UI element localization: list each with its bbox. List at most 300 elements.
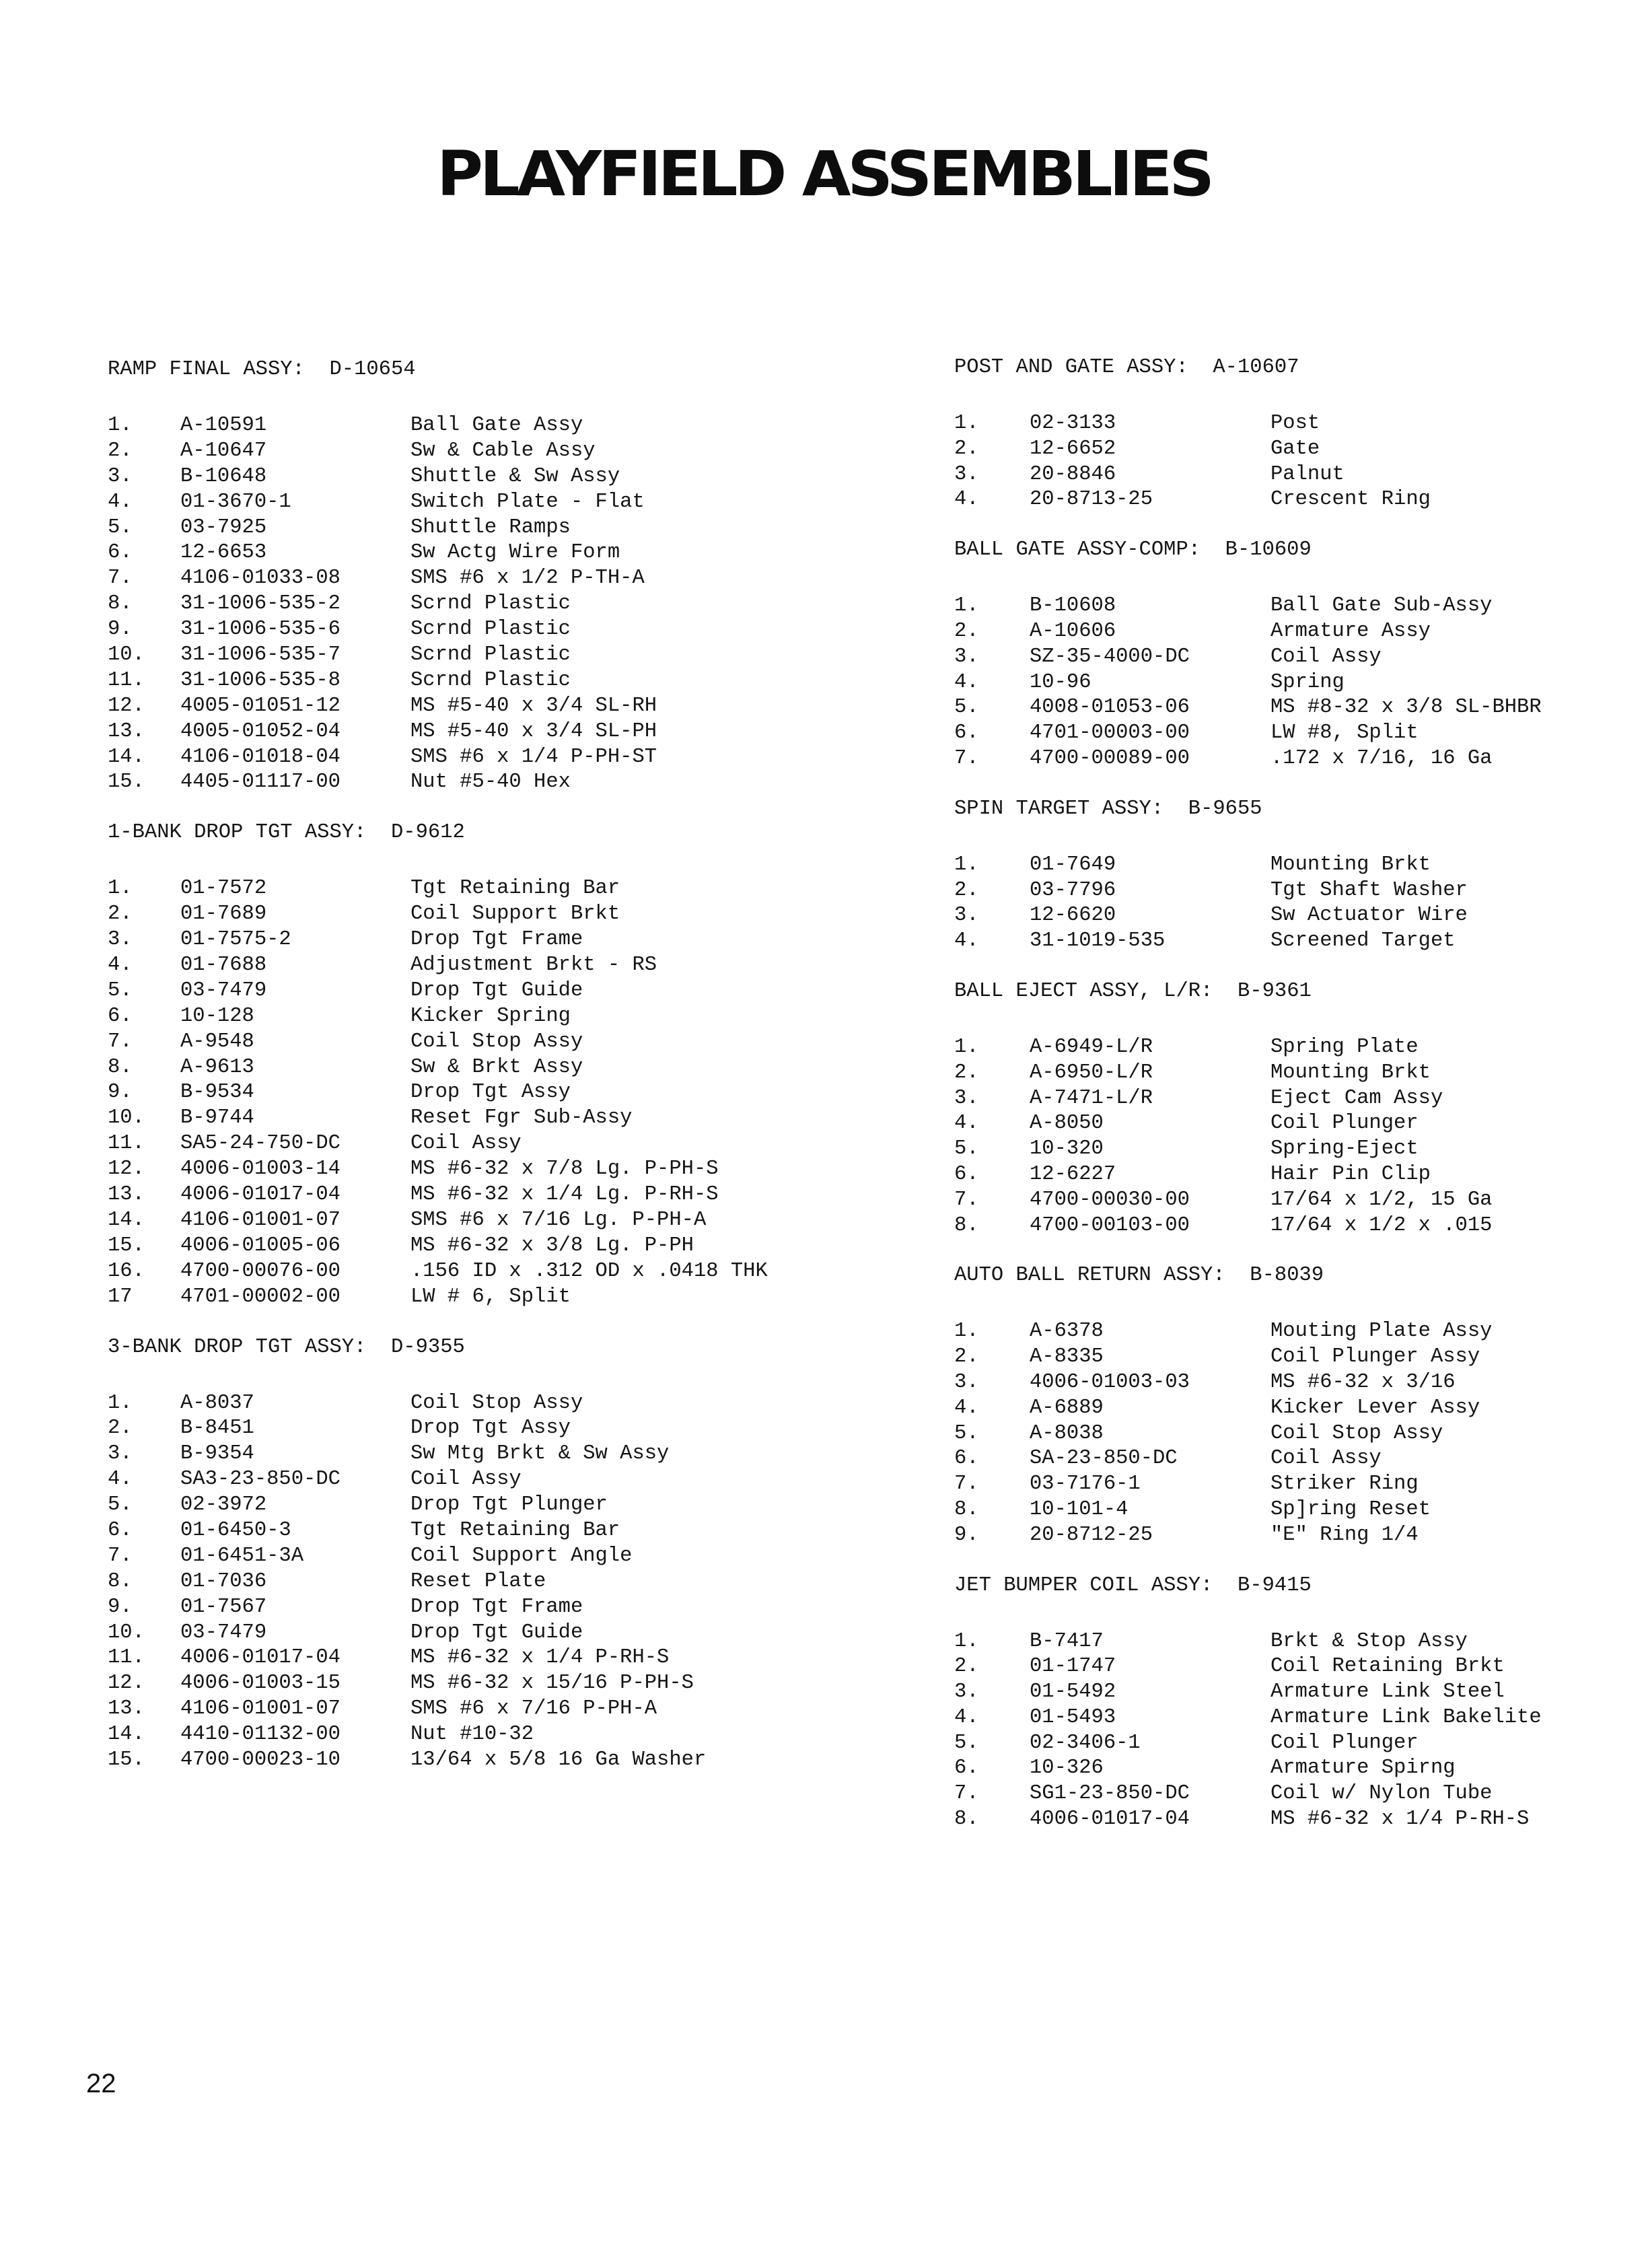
part-description: Sw Mtg Brkt & Sw Assy: [410, 1442, 670, 1466]
parts-row: [954, 645, 1600, 670]
part-number: A-10606: [1030, 619, 1116, 643]
section-label: 3-BANK DROP TGT ASSY:: [108, 1335, 367, 1359]
parts-row: [108, 1004, 882, 1030]
part-description: Drop Tgt Frame: [410, 928, 583, 952]
item-number: 3.: [108, 1442, 133, 1466]
parts-row: [108, 1467, 882, 1493]
parts-row: [108, 643, 882, 668]
part-number: 02-3972: [180, 1493, 267, 1517]
part-description: Sp]ring Reset: [1270, 1497, 1431, 1521]
part-number: A-6889: [1030, 1396, 1104, 1419]
parts-row: [108, 979, 882, 1004]
part-description: MS #6-32 x 7/8 Lg. P-PH-S: [410, 1158, 719, 1181]
item-number: 3.: [108, 464, 133, 488]
part-number: 20-8846: [1030, 462, 1116, 486]
part-description: Coil Retaining Brkt: [1270, 1655, 1505, 1678]
item-number: 14.: [108, 745, 145, 769]
part-description: Coil Support Angle: [410, 1544, 633, 1567]
assembly-section: [954, 979, 1600, 1238]
section-part-number: D-9355: [390, 1335, 465, 1359]
parts-list: [954, 411, 1600, 513]
item-number: 11.: [108, 1132, 145, 1156]
parts-list: [954, 1319, 1600, 1548]
parts-row: [954, 1756, 1600, 1781]
part-number: A-8335: [1030, 1345, 1104, 1369]
section-title: [954, 796, 1600, 822]
part-number: 31-1006-535-6: [180, 618, 341, 641]
item-number: 1.: [108, 877, 133, 900]
item-number: 5.: [954, 696, 979, 719]
item-number: 4.: [954, 1112, 979, 1135]
parts-list: [954, 853, 1600, 954]
parts-row: [954, 1629, 1600, 1655]
parts-row: [954, 619, 1600, 645]
parts-row: [954, 1781, 1600, 1807]
section-part-number: B-8039: [1250, 1264, 1324, 1287]
page-title: PLAYFIELD ASSEMBLIES: [437, 138, 1211, 210]
parts-row: [108, 1595, 882, 1621]
item-number: 2.: [954, 878, 979, 902]
part-number: 4106-01001-07: [180, 1208, 341, 1232]
item-number: 11.: [108, 668, 145, 692]
part-number: 31-1006-535-7: [180, 643, 341, 667]
parts-row: [108, 1748, 882, 1773]
parts-row: [954, 1162, 1600, 1188]
item-number: 10.: [108, 1621, 145, 1644]
part-description: Brkt & Stop Assy: [1270, 1629, 1468, 1653]
item-number: 14.: [108, 1723, 145, 1746]
part-number: 01-7649: [1030, 853, 1116, 876]
left-column: [108, 357, 882, 1773]
assembly-section: [108, 357, 882, 795]
part-description: Striker Ring: [1270, 1473, 1419, 1496]
parts-row: [108, 1544, 882, 1569]
item-number: 13.: [108, 1697, 145, 1721]
part-description: Drop Tgt Guide: [410, 979, 583, 1002]
parts-list: [108, 1391, 882, 1773]
part-number: 4700-00089-00: [1030, 746, 1190, 770]
item-number: 6.: [954, 1757, 979, 1780]
parts-row: [954, 411, 1600, 437]
part-description: Shuttle Ramps: [410, 516, 571, 539]
part-description: Kicker Lever Assy: [1270, 1396, 1480, 1419]
part-description: Mounting Brkt: [1270, 853, 1431, 876]
parts-row: [108, 902, 882, 927]
parts-row: [108, 516, 882, 541]
item-number: 9.: [108, 1081, 133, 1104]
item-number: 5.: [108, 516, 133, 539]
parts-row: [954, 1035, 1600, 1061]
part-description: Kicker Spring: [410, 1004, 571, 1028]
part-description: MS #6-32 x 1/4 P-RH-S: [1270, 1808, 1530, 1831]
part-description: Ball Gate Assy: [410, 414, 583, 437]
item-number: 1.: [954, 1629, 979, 1653]
part-description: MS #6-32 x 15/16 P-PH-S: [410, 1672, 694, 1695]
part-description: .156 ID x .312 OD x .0418 THK: [410, 1259, 768, 1283]
item-number: 2.: [108, 439, 133, 462]
section-label: BALL GATE ASSY-COMP:: [954, 538, 1201, 562]
part-description: Scrnd Plastic: [410, 618, 571, 641]
parts-row: [108, 1697, 882, 1722]
part-number: 4005-01052-04: [180, 719, 341, 743]
parts-row: [108, 770, 882, 795]
section-title: [954, 355, 1600, 380]
item-number: 9.: [954, 1523, 979, 1547]
part-number: 4701-00003-00: [1030, 721, 1190, 745]
parts-row: [954, 487, 1600, 513]
section-part-number: D-10654: [329, 358, 416, 381]
part-description: "E" Ring 1/4: [1270, 1523, 1419, 1547]
parts-row: [954, 695, 1600, 721]
section-label: AUTO BALL RETURN ASSY:: [954, 1264, 1225, 1287]
parts-row: [108, 540, 882, 566]
part-number: SA-23-850-DC: [1030, 1447, 1178, 1470]
item-number: 11.: [108, 1646, 145, 1670]
parts-row: [954, 1807, 1600, 1833]
item-number: 4.: [954, 929, 979, 953]
part-description: Mounting Brkt: [1270, 1061, 1431, 1084]
item-number: 4.: [954, 1705, 979, 1729]
parts-row: [108, 490, 882, 516]
section-label: RAMP FINAL ASSY:: [108, 358, 305, 381]
item-number: 6.: [108, 1518, 133, 1542]
part-description: MS #6-32 x 3/16: [1270, 1370, 1456, 1394]
parts-row: [954, 929, 1600, 954]
part-description: MS #5-40 x 3/4 SL-PH: [410, 719, 657, 743]
part-number: 01-7567: [180, 1595, 267, 1619]
part-description: Drop Tgt Assy: [410, 1081, 571, 1104]
item-number: 3.: [954, 462, 979, 486]
item-number: 3.: [108, 928, 133, 952]
part-description: Drop Tgt Assy: [410, 1417, 571, 1440]
parts-row: [108, 1234, 882, 1259]
part-number: SA5-24-750-DC: [180, 1132, 341, 1156]
part-number: 01-7572: [180, 877, 267, 900]
part-description: SMS #6 x 7/16 P-PH-A: [410, 1697, 657, 1721]
part-number: 03-7176-1: [1030, 1473, 1141, 1496]
parts-row: [108, 1131, 882, 1157]
part-number: 4700-00103-00: [1030, 1213, 1190, 1237]
parts-row: [108, 1391, 882, 1417]
part-description: Coil Assy: [1270, 1447, 1382, 1470]
item-number: 8.: [108, 592, 133, 616]
parts-row: [954, 1446, 1600, 1472]
part-number: B-10648: [180, 464, 267, 488]
parts-row: [954, 1680, 1600, 1705]
part-number: 4106-01001-07: [180, 1697, 341, 1721]
section-part-number: B-9655: [1188, 797, 1262, 820]
part-description: Tgt Retaining Bar: [410, 1518, 620, 1542]
parts-row: [108, 1416, 882, 1442]
item-number: 1.: [954, 1035, 979, 1059]
parts-row: [108, 953, 882, 979]
part-number: 4701-00002-00: [180, 1285, 341, 1308]
parts-row: [954, 1213, 1600, 1239]
parts-list: [108, 876, 882, 1310]
part-description: Sw Actg Wire Form: [410, 541, 620, 565]
part-number: 4008-01053-06: [1030, 696, 1190, 719]
section-part-number: B-9415: [1237, 1573, 1312, 1597]
part-description: Adjustment Brkt - RS: [410, 954, 657, 977]
part-description: Armature Link Steel: [1270, 1680, 1505, 1704]
part-description: LW # 6, Split: [410, 1285, 571, 1308]
part-number: A-8050: [1030, 1112, 1104, 1135]
part-number: 4106-01033-08: [180, 567, 341, 590]
section-part-number: A-10607: [1213, 356, 1299, 379]
part-description: Armature Assy: [1270, 619, 1431, 643]
section-title: [108, 1335, 882, 1360]
parts-row: [108, 464, 882, 490]
parts-row: [108, 1106, 882, 1131]
assembly-section: [954, 1573, 1600, 1833]
part-number: 01-7575-2: [180, 928, 291, 952]
item-number: 2.: [954, 437, 979, 460]
part-description: Coil w/ Nylon Tube: [1270, 1782, 1493, 1806]
part-number: 10-96: [1030, 670, 1091, 694]
part-description: Sw & Brkt Assy: [410, 1055, 583, 1079]
parts-list: [954, 1035, 1600, 1238]
item-number: 2.: [954, 619, 979, 643]
part-number: 10-320: [1030, 1137, 1104, 1161]
assembly-section: [108, 820, 882, 1310]
part-number: A-10591: [180, 414, 267, 437]
part-number: 4006-01017-04: [1030, 1808, 1190, 1831]
part-number: 31-1006-535-8: [180, 668, 341, 692]
section-title: [954, 537, 1600, 563]
part-number: 01-7689: [180, 902, 267, 926]
part-number: 03-7479: [180, 1621, 267, 1644]
part-description: Reset Fgr Sub-Assy: [410, 1106, 633, 1130]
part-number: 03-7925: [180, 516, 267, 539]
parts-row: [954, 1137, 1600, 1162]
part-number: SZ-35-4000-DC: [1030, 645, 1190, 668]
parts-row: [108, 1157, 882, 1182]
parts-row: [954, 878, 1600, 904]
part-number: 4006-01005-06: [180, 1234, 341, 1257]
item-number: 4.: [108, 490, 133, 513]
item-number: 8.: [954, 1808, 979, 1831]
parts-row: [108, 439, 882, 464]
part-number: A-10647: [180, 439, 267, 462]
item-number: 5.: [954, 1137, 979, 1161]
item-number: 2.: [954, 1061, 979, 1084]
part-description: Scrnd Plastic: [410, 668, 571, 692]
part-number: 31-1019-535: [1030, 929, 1166, 953]
part-number: SG1-23-850-DC: [1030, 1782, 1190, 1806]
item-number: 6.: [108, 541, 133, 565]
part-description: Gate: [1270, 437, 1320, 460]
item-number: 7.: [954, 1473, 979, 1496]
part-number: 4700-00023-10: [180, 1748, 341, 1771]
part-number: 4006-01017-04: [180, 1183, 341, 1207]
part-number: 10-326: [1030, 1757, 1104, 1780]
part-description: Drop Tgt Guide: [410, 1621, 583, 1644]
part-number: B-9534: [180, 1081, 254, 1104]
part-description: Spring Plate: [1270, 1035, 1419, 1059]
item-number: 7.: [954, 1782, 979, 1806]
item-number: 12.: [108, 1158, 145, 1181]
parts-row: [954, 1061, 1600, 1086]
part-number: 4700-00030-00: [1030, 1188, 1190, 1211]
parts-row: [108, 617, 882, 643]
part-description: Screened Target: [1270, 929, 1456, 953]
item-number: 1.: [108, 1391, 133, 1415]
part-description: Coil Assy: [1270, 645, 1382, 668]
part-description: SMS #6 x 7/16 Lg. P-PH-A: [410, 1208, 707, 1232]
item-number: 4.: [108, 1468, 133, 1491]
parts-row: [108, 1671, 882, 1697]
part-number: 01-3670-1: [180, 490, 291, 513]
parts-row: [954, 1472, 1600, 1497]
parts-row: [954, 437, 1600, 462]
item-number: 5.: [108, 1493, 133, 1517]
part-description: Nut #10-32: [410, 1723, 534, 1746]
parts-row: [108, 1030, 882, 1055]
part-number: 02-3133: [1030, 412, 1116, 435]
part-description: Ball Gate Sub-Assy: [1270, 594, 1493, 618]
part-description: Hair Pin Clip: [1270, 1162, 1431, 1186]
item-number: 1.: [954, 1320, 979, 1343]
part-number: 4005-01051-12: [180, 694, 341, 717]
part-number: 01-6451-3A: [180, 1544, 304, 1567]
part-number: A-8037: [180, 1391, 254, 1415]
item-number: 13.: [108, 719, 145, 743]
item-number: 2.: [954, 1655, 979, 1678]
section-title: [108, 820, 882, 845]
section-label: 1-BANK DROP TGT ASSY:: [108, 821, 367, 845]
item-number: 16.: [108, 1259, 145, 1283]
item-number: 8.: [108, 1055, 133, 1079]
part-description: Scrnd Plastic: [410, 592, 571, 616]
item-number: 3.: [954, 1370, 979, 1394]
parts-row: [954, 903, 1600, 929]
part-number: A-9613: [180, 1055, 254, 1079]
part-number: 4006-01003-14: [180, 1158, 341, 1181]
item-number: 10.: [108, 1106, 145, 1130]
part-number: B-9354: [180, 1442, 254, 1466]
part-description: Drop Tgt Plunger: [410, 1493, 608, 1517]
right-column: [954, 355, 1600, 1833]
item-number: 1.: [954, 853, 979, 876]
parts-row: [108, 1055, 882, 1081]
item-number: 12.: [108, 1672, 145, 1695]
part-number: 31-1006-535-2: [180, 592, 341, 616]
part-number: B-9744: [180, 1106, 254, 1130]
assembly-section: [108, 1335, 882, 1773]
part-description: SMS #6 x 1/4 P-PH-ST: [410, 745, 657, 769]
assembly-section: [954, 796, 1600, 954]
parts-row: [108, 1518, 882, 1544]
parts-row: [108, 668, 882, 694]
part-description: Spring-Eject: [1270, 1137, 1419, 1161]
item-number: 4.: [108, 954, 133, 977]
part-description: Scrnd Plastic: [410, 643, 571, 667]
item-number: 1.: [954, 412, 979, 435]
item-number: 7.: [108, 1030, 133, 1053]
part-number: 10-101-4: [1030, 1497, 1128, 1521]
part-number: 20-8713-25: [1030, 488, 1153, 511]
item-number: 8.: [108, 1569, 133, 1593]
parts-row: [108, 1493, 882, 1518]
part-number: 12-6227: [1030, 1162, 1116, 1186]
item-number: 9.: [108, 1595, 133, 1619]
part-description: Coil Support Brkt: [410, 902, 620, 926]
part-description: MS #6-32 x 3/8 Lg. P-PH: [410, 1234, 694, 1257]
item-number: 4.: [954, 488, 979, 511]
assembly-section: [954, 537, 1600, 772]
item-number: 6.: [954, 721, 979, 745]
parts-row: [108, 927, 882, 953]
part-number: 03-7479: [180, 979, 267, 1002]
item-number: 17: [108, 1285, 133, 1308]
part-description: Palnut: [1270, 462, 1345, 486]
section-label: JET BUMPER COIL ASSY:: [954, 1573, 1213, 1597]
part-number: 01-5493: [1030, 1705, 1116, 1729]
item-number: 6.: [954, 1447, 979, 1470]
part-description: Crescent Ring: [1270, 488, 1431, 511]
parts-row: [954, 853, 1600, 878]
part-description: .172 x 7/16, 16 Ga: [1270, 746, 1493, 770]
part-number: 01-1747: [1030, 1655, 1116, 1678]
part-number: A-6950-L/R: [1030, 1061, 1153, 1084]
section-part-number: B-9361: [1237, 979, 1312, 1003]
item-number: 7.: [954, 746, 979, 770]
part-description: MS #8-32 x 3/8 SL-BHBR: [1270, 696, 1542, 719]
part-description: Armature Spirng: [1270, 1757, 1456, 1780]
parts-row: [108, 1621, 882, 1646]
item-number: 15.: [108, 1234, 145, 1257]
parts-row: [108, 413, 882, 439]
parts-row: [954, 1421, 1600, 1447]
parts-row: [954, 1319, 1600, 1345]
part-number: 4006-01003-03: [1030, 1370, 1190, 1394]
parts-row: [954, 1731, 1600, 1757]
item-number: 7.: [108, 1544, 133, 1567]
part-description: Nut #5-40 Hex: [410, 771, 571, 794]
part-number: A-6949-L/R: [1030, 1035, 1153, 1059]
part-description: Eject Cam Assy: [1270, 1086, 1443, 1110]
item-number: 3.: [954, 1680, 979, 1704]
part-number: A-6378: [1030, 1320, 1104, 1343]
parts-row: [954, 1523, 1600, 1549]
part-description: Spring: [1270, 670, 1345, 694]
section-title: [954, 1263, 1600, 1288]
section-label: SPIN TARGET ASSY:: [954, 797, 1164, 820]
part-description: LW #8, Split: [1270, 721, 1419, 745]
parts-row: [954, 1188, 1600, 1213]
parts-row: [954, 1111, 1600, 1137]
parts-row: [108, 1208, 882, 1234]
part-number: 03-7796: [1030, 878, 1116, 902]
item-number: 5.: [954, 1731, 979, 1755]
part-number: 01-6450-3: [180, 1518, 291, 1542]
item-number: 1.: [108, 414, 133, 437]
part-description: Switch Plate - Flat: [410, 490, 645, 513]
part-description: 17/64 x 1/2, 15 Ga: [1270, 1188, 1493, 1211]
part-description: Coil Assy: [410, 1132, 522, 1156]
parts-row: [954, 721, 1600, 746]
item-number: 6.: [108, 1004, 133, 1028]
parts-row: [954, 1086, 1600, 1112]
part-description: Armature Link Bakelite: [1270, 1705, 1542, 1729]
parts-row: [954, 746, 1600, 772]
part-number: 01-7688: [180, 954, 267, 977]
part-description: MS #6-32 x 1/4 P-RH-S: [410, 1646, 670, 1670]
section-title: [954, 979, 1600, 1004]
parts-row: [954, 462, 1600, 488]
section-title: [954, 1573, 1600, 1598]
part-number: 4700-00076-00: [180, 1259, 341, 1283]
